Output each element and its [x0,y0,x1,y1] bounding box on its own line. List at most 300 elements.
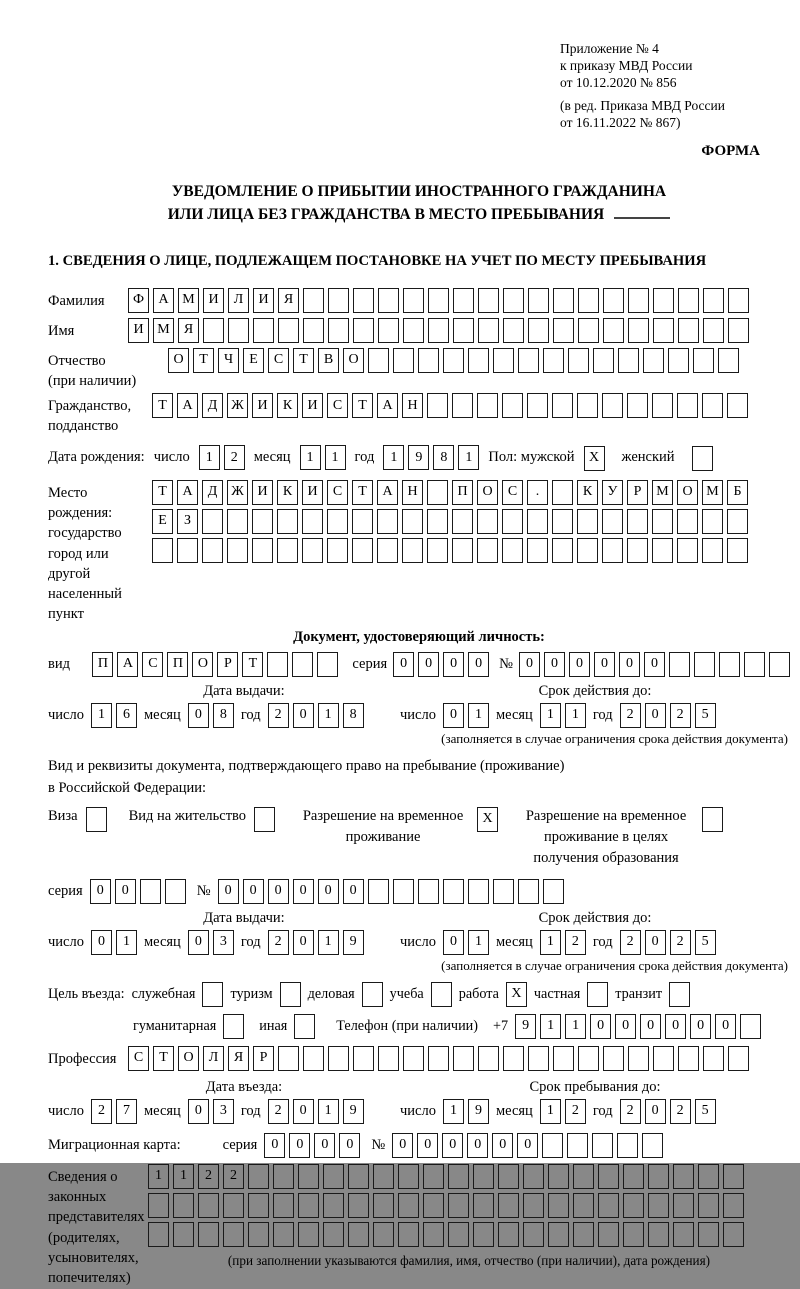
char-cell[interactable]: Н [402,480,423,505]
char-cell[interactable] [673,1222,694,1247]
char-cell[interactable] [452,509,473,534]
char-cell[interactable] [677,393,698,418]
char-cell[interactable]: 2 [198,1164,219,1189]
char-cell[interactable]: 0 [188,930,209,955]
char-cell[interactable]: 0 [188,1099,209,1124]
char-cell[interactable] [602,538,623,563]
char-cell[interactable]: 1 [443,1099,464,1124]
char-cell[interactable]: 3 [213,930,234,955]
char-cell[interactable]: Д [202,393,223,418]
char-cell[interactable] [423,1193,444,1218]
char-cell[interactable] [423,1222,444,1247]
char-cell[interactable] [577,538,598,563]
char-cell[interactable]: 0 [615,1014,636,1039]
char-cell[interactable]: 2 [223,1164,244,1189]
char-cell[interactable]: К [277,393,298,418]
char-cell[interactable] [553,1046,574,1071]
char-cell[interactable]: 0 [418,652,439,677]
char-cell[interactable] [694,652,715,677]
char-cell[interactable] [248,1222,269,1247]
char-cell[interactable] [348,1193,369,1218]
char-cell[interactable] [698,1222,719,1247]
char-cell[interactable] [523,1164,544,1189]
char-cell[interactable] [502,538,523,563]
char-cell[interactable]: И [302,393,323,418]
char-cell[interactable] [173,1193,194,1218]
char-cell[interactable] [740,1014,761,1039]
char-cell[interactable] [393,879,414,904]
char-cell[interactable] [478,1046,499,1071]
char-cell[interactable] [468,348,489,373]
char-cell[interactable] [198,1222,219,1247]
char-cell[interactable] [353,318,374,343]
char-cell[interactable] [603,1046,624,1071]
char-cell[interactable]: Ч [218,348,239,373]
char-cell[interactable] [223,1193,244,1218]
char-cell[interactable]: 0 [645,703,666,728]
char-cell[interactable]: 0 [467,1133,488,1158]
char-cell[interactable]: 0 [293,930,314,955]
char-cell[interactable] [203,318,224,343]
char-cell[interactable]: 0 [243,879,264,904]
char-cell[interactable] [503,1046,524,1071]
char-cell[interactable]: В [318,348,339,373]
char-cell[interactable] [603,288,624,313]
char-cell[interactable] [443,879,464,904]
purpose-business-checkbox[interactable] [362,982,383,1007]
char-cell[interactable]: 0 [264,1133,285,1158]
purpose-private-checkbox[interactable] [587,982,608,1007]
char-cell[interactable] [527,538,548,563]
char-cell[interactable] [198,1193,219,1218]
char-cell[interactable] [498,1164,519,1189]
char-cell[interactable] [673,1164,694,1189]
char-cell[interactable] [427,538,448,563]
char-cell[interactable] [477,538,498,563]
char-cell[interactable] [652,538,673,563]
char-cell[interactable]: 0 [619,652,640,677]
char-cell[interactable] [328,1046,349,1071]
char-cell[interactable]: 0 [443,930,464,955]
char-cell[interactable] [592,1133,613,1158]
char-cell[interactable] [165,879,186,904]
char-cell[interactable] [718,348,739,373]
char-cell[interactable]: 1 [300,445,321,470]
char-cell[interactable]: Д [202,480,223,505]
char-cell[interactable] [552,509,573,534]
char-cell[interactable] [478,318,499,343]
char-cell[interactable]: И [128,318,149,343]
char-cell[interactable]: М [178,288,199,313]
char-cell[interactable] [477,509,498,534]
char-cell[interactable] [427,480,448,505]
char-cell[interactable] [427,509,448,534]
char-cell[interactable] [578,288,599,313]
char-cell[interactable]: 1 [318,930,339,955]
char-cell[interactable]: 0 [492,1133,513,1158]
char-cell[interactable] [727,393,748,418]
char-cell[interactable] [403,1046,424,1071]
char-cell[interactable] [527,509,548,534]
char-cell[interactable] [769,652,790,677]
char-cell[interactable]: 9 [343,1099,364,1124]
char-cell[interactable] [273,1222,294,1247]
char-cell[interactable] [728,1046,749,1071]
char-cell[interactable]: 0 [443,652,464,677]
char-cell[interactable] [652,509,673,534]
char-cell[interactable]: Т [352,480,373,505]
char-cell[interactable] [548,1193,569,1218]
char-cell[interactable]: И [203,288,224,313]
char-cell[interactable] [693,348,714,373]
char-cell[interactable] [677,509,698,534]
char-cell[interactable] [398,1193,419,1218]
char-cell[interactable]: 0 [343,879,364,904]
char-cell[interactable] [548,1222,569,1247]
char-cell[interactable] [252,509,273,534]
visa-checkbox[interactable] [86,807,107,832]
char-cell[interactable] [627,509,648,534]
char-cell[interactable] [598,1164,619,1189]
char-cell[interactable]: 1 [540,1014,561,1039]
char-cell[interactable] [518,879,539,904]
char-cell[interactable] [473,1222,494,1247]
char-cell[interactable]: . [527,480,548,505]
char-cell[interactable] [477,393,498,418]
char-cell[interactable]: С [502,480,523,505]
char-cell[interactable] [303,288,324,313]
char-cell[interactable]: 1 [468,703,489,728]
char-cell[interactable]: Е [243,348,264,373]
char-cell[interactable] [503,318,524,343]
char-cell[interactable] [719,652,740,677]
char-cell[interactable] [352,538,373,563]
char-cell[interactable]: 0 [544,652,565,677]
char-cell[interactable] [317,652,338,677]
purpose-other-checkbox[interactable] [294,1014,315,1039]
char-cell[interactable]: 0 [645,930,666,955]
char-cell[interactable] [703,1046,724,1071]
purpose-humanitarian-checkbox[interactable] [223,1014,244,1039]
char-cell[interactable] [493,879,514,904]
char-cell[interactable]: 2 [224,445,245,470]
char-cell[interactable] [418,348,439,373]
char-cell[interactable] [303,1046,324,1071]
char-cell[interactable]: 2 [620,1099,641,1124]
char-cell[interactable] [273,1164,294,1189]
char-cell[interactable]: 7 [116,1099,137,1124]
char-cell[interactable] [393,348,414,373]
char-cell[interactable]: 0 [645,1099,666,1124]
char-cell[interactable]: 0 [715,1014,736,1039]
purpose-study-checkbox[interactable] [431,982,452,1007]
purpose-work-checkbox[interactable]: X [506,982,527,1007]
char-cell[interactable]: С [327,393,348,418]
char-cell[interactable] [403,318,424,343]
char-cell[interactable]: 9 [515,1014,536,1039]
char-cell[interactable]: А [153,288,174,313]
char-cell[interactable] [227,509,248,534]
char-cell[interactable]: 1 [565,1014,586,1039]
char-cell[interactable] [678,288,699,313]
char-cell[interactable]: 1 [540,930,561,955]
char-cell[interactable] [502,393,523,418]
char-cell[interactable] [277,509,298,534]
char-cell[interactable] [298,1164,319,1189]
char-cell[interactable]: А [117,652,138,677]
char-cell[interactable] [302,538,323,563]
char-cell[interactable] [273,1193,294,1218]
char-cell[interactable]: А [377,393,398,418]
char-cell[interactable] [428,318,449,343]
char-cell[interactable]: С [128,1046,149,1071]
char-cell[interactable]: И [302,480,323,505]
char-cell[interactable] [627,393,648,418]
purpose-tourism-checkbox[interactable] [280,982,301,1007]
char-cell[interactable] [302,509,323,534]
char-cell[interactable] [177,538,198,563]
char-cell[interactable]: П [167,652,188,677]
char-cell[interactable]: 0 [442,1133,463,1158]
char-cell[interactable] [642,1133,663,1158]
char-cell[interactable]: О [168,348,189,373]
char-cell[interactable] [702,538,723,563]
char-cell[interactable]: 0 [569,652,590,677]
char-cell[interactable] [267,652,288,677]
char-cell[interactable] [598,1193,619,1218]
male-checkbox[interactable]: X [584,446,605,471]
char-cell[interactable] [528,1046,549,1071]
char-cell[interactable]: С [142,652,163,677]
char-cell[interactable] [568,348,589,373]
char-cell[interactable]: Ж [227,393,248,418]
char-cell[interactable]: П [92,652,113,677]
char-cell[interactable]: О [178,1046,199,1071]
char-cell[interactable]: Л [228,288,249,313]
char-cell[interactable] [478,288,499,313]
char-cell[interactable] [727,509,748,534]
char-cell[interactable] [427,393,448,418]
char-cell[interactable] [173,1222,194,1247]
char-cell[interactable] [648,1193,669,1218]
char-cell[interactable] [352,509,373,534]
char-cell[interactable]: Я [178,318,199,343]
char-cell[interactable]: Н [402,393,423,418]
char-cell[interactable] [528,288,549,313]
char-cell[interactable] [348,1164,369,1189]
char-cell[interactable] [703,288,724,313]
char-cell[interactable]: 1 [565,703,586,728]
female-checkbox[interactable] [692,446,713,471]
char-cell[interactable]: 0 [318,879,339,904]
char-cell[interactable] [148,1222,169,1247]
char-cell[interactable] [573,1164,594,1189]
char-cell[interactable]: И [252,480,273,505]
char-cell[interactable]: 0 [519,652,540,677]
char-cell[interactable] [448,1164,469,1189]
char-cell[interactable]: Т [242,652,263,677]
char-cell[interactable] [602,509,623,534]
char-cell[interactable] [278,318,299,343]
char-cell[interactable] [593,348,614,373]
char-cell[interactable] [227,538,248,563]
purpose-transit-checkbox[interactable] [669,982,690,1007]
char-cell[interactable] [328,288,349,313]
char-cell[interactable] [223,1222,244,1247]
char-cell[interactable]: 2 [268,930,289,955]
char-cell[interactable]: 0 [293,1099,314,1124]
char-cell[interactable]: 0 [393,652,414,677]
char-cell[interactable] [528,318,549,343]
char-cell[interactable] [623,1193,644,1218]
char-cell[interactable]: Ж [227,480,248,505]
char-cell[interactable]: 1 [116,930,137,955]
char-cell[interactable] [452,538,473,563]
char-cell[interactable]: 9 [408,445,429,470]
char-cell[interactable]: И [253,288,274,313]
char-cell[interactable] [502,509,523,534]
char-cell[interactable]: 8 [343,703,364,728]
char-cell[interactable]: 1 [318,703,339,728]
char-cell[interactable] [623,1222,644,1247]
char-cell[interactable]: У [602,480,623,505]
char-cell[interactable] [577,393,598,418]
char-cell[interactable] [418,879,439,904]
char-cell[interactable]: О [677,480,698,505]
char-cell[interactable] [327,538,348,563]
char-cell[interactable] [202,509,223,534]
char-cell[interactable]: 2 [670,1099,691,1124]
char-cell[interactable]: К [577,480,598,505]
char-cell[interactable] [353,288,374,313]
char-cell[interactable] [602,393,623,418]
char-cell[interactable]: 0 [188,703,209,728]
char-cell[interactable] [678,318,699,343]
char-cell[interactable] [518,348,539,373]
char-cell[interactable]: 0 [115,879,136,904]
char-cell[interactable] [278,1046,299,1071]
char-cell[interactable] [373,1193,394,1218]
char-cell[interactable]: 1 [383,445,404,470]
char-cell[interactable] [523,1222,544,1247]
char-cell[interactable]: З [177,509,198,534]
char-cell[interactable]: 0 [417,1133,438,1158]
char-cell[interactable] [677,538,698,563]
char-cell[interactable] [402,509,423,534]
char-cell[interactable]: 8 [433,445,454,470]
char-cell[interactable]: С [268,348,289,373]
char-cell[interactable] [443,348,464,373]
char-cell[interactable]: 0 [268,879,289,904]
char-cell[interactable] [628,288,649,313]
char-cell[interactable] [669,652,690,677]
char-cell[interactable] [648,1222,669,1247]
char-cell[interactable]: 1 [540,703,561,728]
char-cell[interactable] [553,288,574,313]
char-cell[interactable]: П [452,480,473,505]
char-cell[interactable] [618,348,639,373]
char-cell[interactable] [398,1222,419,1247]
char-cell[interactable]: Т [152,480,173,505]
char-cell[interactable]: С [327,480,348,505]
char-cell[interactable] [548,1164,569,1189]
char-cell[interactable] [327,509,348,534]
char-cell[interactable]: 0 [289,1133,310,1158]
char-cell[interactable] [323,1222,344,1247]
char-cell[interactable] [252,538,273,563]
char-cell[interactable]: 1 [91,703,112,728]
char-cell[interactable]: Т [152,393,173,418]
char-cell[interactable]: Р [217,652,238,677]
char-cell[interactable]: Е [152,509,173,534]
char-cell[interactable]: 2 [565,930,586,955]
char-cell[interactable]: 5 [695,703,716,728]
char-cell[interactable] [298,1193,319,1218]
char-cell[interactable] [248,1193,269,1218]
char-cell[interactable] [744,652,765,677]
char-cell[interactable]: 1 [173,1164,194,1189]
char-cell[interactable]: 1 [458,445,479,470]
char-cell[interactable]: 0 [690,1014,711,1039]
char-cell[interactable] [668,348,689,373]
char-cell[interactable] [673,1193,694,1218]
char-cell[interactable]: А [177,393,198,418]
char-cell[interactable] [468,879,489,904]
char-cell[interactable] [573,1222,594,1247]
char-cell[interactable]: Т [293,348,314,373]
char-cell[interactable]: Ф [128,288,149,313]
char-cell[interactable]: 1 [540,1099,561,1124]
char-cell[interactable] [578,318,599,343]
char-cell[interactable] [523,1193,544,1218]
char-cell[interactable] [653,1046,674,1071]
char-cell[interactable] [378,318,399,343]
char-cell[interactable] [493,348,514,373]
char-cell[interactable]: 0 [640,1014,661,1039]
char-cell[interactable] [653,318,674,343]
char-cell[interactable]: 0 [293,879,314,904]
char-cell[interactable]: 0 [218,879,239,904]
char-cell[interactable] [698,1164,719,1189]
char-cell[interactable]: О [477,480,498,505]
char-cell[interactable] [298,1222,319,1247]
char-cell[interactable]: 0 [517,1133,538,1158]
char-cell[interactable] [373,1222,394,1247]
char-cell[interactable]: 0 [644,652,665,677]
char-cell[interactable] [703,318,724,343]
char-cell[interactable]: Т [153,1046,174,1071]
char-cell[interactable]: А [177,480,198,505]
char-cell[interactable]: 1 [318,1099,339,1124]
char-cell[interactable]: 5 [695,1099,716,1124]
residence-permit-checkbox[interactable] [254,807,275,832]
char-cell[interactable] [628,1046,649,1071]
char-cell[interactable]: 0 [91,930,112,955]
char-cell[interactable]: Я [228,1046,249,1071]
char-cell[interactable] [503,288,524,313]
char-cell[interactable]: 0 [665,1014,686,1039]
char-cell[interactable] [698,1193,719,1218]
char-cell[interactable]: 0 [594,652,615,677]
char-cell[interactable]: 9 [468,1099,489,1124]
char-cell[interactable] [228,318,249,343]
char-cell[interactable] [448,1222,469,1247]
char-cell[interactable] [527,393,548,418]
char-cell[interactable] [453,288,474,313]
temp-residence-edu-checkbox[interactable] [702,807,723,832]
char-cell[interactable]: 1 [468,930,489,955]
char-cell[interactable]: 3 [213,1099,234,1124]
